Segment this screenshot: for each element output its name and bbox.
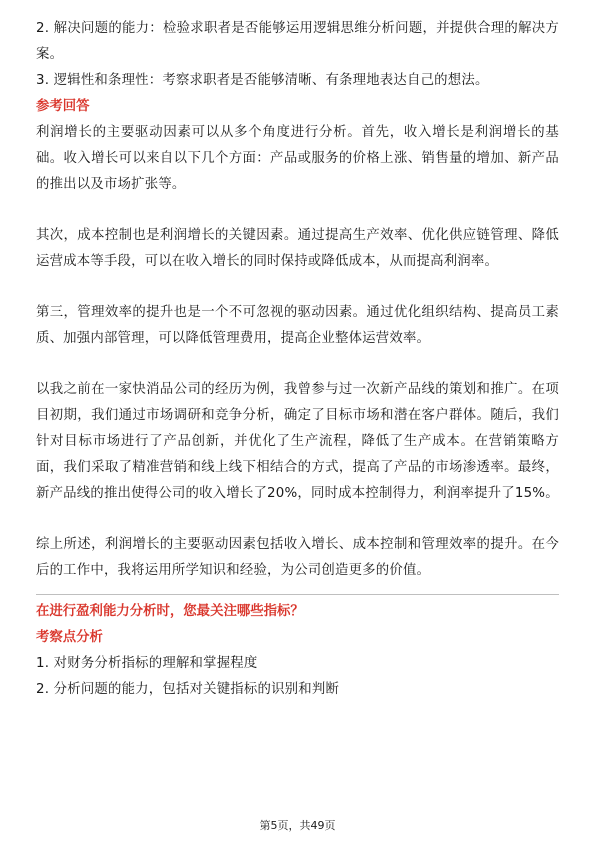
- page-number-footer: 第5页，共49页: [259, 819, 336, 832]
- reference-answer-heading: 参考回答: [36, 99, 90, 114]
- section-divider: [36, 594, 559, 595]
- answer-paragraph-example: 以我之前在一家快消品公司的经历为例，我曾参与过一次新产品线的策划和推广。在项目初期，我们通过市场调研和竞争分析，确定了目标市场和潜在客户群体。随后，我们针对目标市场进行了产品创新，并优化了生产流程，降低了生产成本。在营销策略方面，我们采取了精准营销和线上线下相结合的方式，提高了产品的市场渗透率。最终，新产品线的推出使得公司的收入增长了20%，同时成本控制得力，利润率提升了15%。: [36, 382, 559, 501]
- list-item-logic: 3. 逻辑性和条理性：考察求职者是否能够清晰、有条理地表达自己的想法。: [36, 73, 489, 88]
- analysis-item-ability: 2. 分析问题的能力，包括对关键指标的识别和判断: [36, 682, 340, 697]
- question-heading: 在进行盈利能力分析时，您最关注哪些指标？: [36, 604, 304, 619]
- page-content: [36, 16, 559, 703]
- list-item-problem-solving: 2. 解决问题的能力：检验求职者是否能够运用逻辑思维分析问题，并提供合理的解决方案。: [36, 21, 559, 62]
- answer-paragraph-revenue: 利润增长的主要驱动因素可以从多个角度进行分析。首先，收入增长是利润增长的基础。收入增长可以来自以下几个方面：产品或服务的价格上涨、销售量的增加、新产品的推出以及市场扩张等。: [36, 125, 559, 192]
- paragraph-gap: [36, 275, 559, 300]
- answer-paragraph-cost: 其次，成本控制也是利润增长的关键因素。通过提高生产效率、优化供应链管理、降低运营成本等手段，可以在收入增长的同时保持或降低成本，从而提高利润率。: [36, 228, 559, 269]
- paragraph-gap: [36, 507, 559, 532]
- answer-paragraph-summary: 综上所述，利润增长的主要驱动因素包括收入增长、成本控制和管理效率的提升。在今后的工作中，我将运用所学知识和经验，为公司创造更多的价值。: [36, 537, 559, 578]
- analysis-heading: 考察点分析: [36, 630, 103, 645]
- answer-paragraph-management: 第三，管理效率的提升也是一个不可忽视的驱动因素。通过优化组织结构、提高员工素质、加强内部管理，可以降低管理费用，提高企业整体运营效率。: [36, 305, 559, 346]
- analysis-item-understanding: 1. 对财务分析指标的理解和掌握程度: [36, 656, 258, 671]
- paragraph-gap: [36, 198, 559, 223]
- paragraph-gap: [36, 352, 559, 377]
